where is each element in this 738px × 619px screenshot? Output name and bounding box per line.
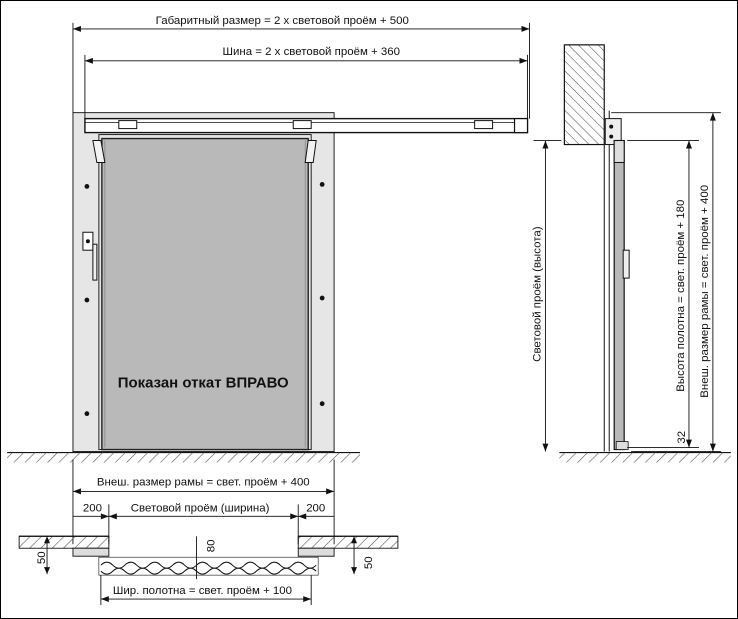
leaf-width-label: Шир. полотна = свет. проём + 100	[112, 585, 293, 598]
wall-depth-right-label: 50	[362, 556, 375, 570]
front-view	[7, 15, 561, 463]
leaf-height-label: Высота полотна = свет. проём + 180	[674, 199, 687, 392]
plan-wall-right	[298, 536, 398, 548]
wall-depth-right-dimension	[351, 536, 357, 574]
side-leaf	[614, 141, 624, 450]
rollback-note: Показан откат ВПРАВО	[117, 374, 289, 392]
wall-section	[564, 45, 604, 145]
frame-width-label: Внеш. размер рамы = свет. проём + 400	[96, 476, 310, 489]
plan-wall-left	[19, 536, 109, 548]
clear-width-label: Световой проём (ширина)	[130, 502, 270, 515]
door-leaf	[102, 139, 308, 450]
leaf-thickness-label: 80	[205, 539, 218, 553]
front-ground	[7, 453, 360, 463]
leaf-height-dimension	[627, 141, 699, 448]
outer-height-label: Внеш. размер рамы = свет. проём + 400	[698, 184, 711, 398]
rail-dimension	[85, 55, 528, 119]
clear-height-label: Световой проём (высота)	[531, 226, 544, 362]
rail-dimension-label: Шина = 2 х световой проём + 360	[222, 45, 400, 58]
plan-leaf	[101, 562, 316, 574]
right-offset-label: 200	[306, 502, 326, 515]
sliding-rail	[85, 119, 528, 133]
bottom-gap-label: 32	[675, 430, 688, 444]
overall-dimension	[73, 23, 530, 119]
side-view	[559, 45, 730, 463]
wall-depth-left-label: 50	[36, 551, 49, 565]
left-offset-label: 200	[82, 502, 103, 515]
overall-dimension-label: Габаритный размер = 2 х световой проём + 500	[155, 14, 409, 27]
plan-view	[19, 460, 398, 606]
